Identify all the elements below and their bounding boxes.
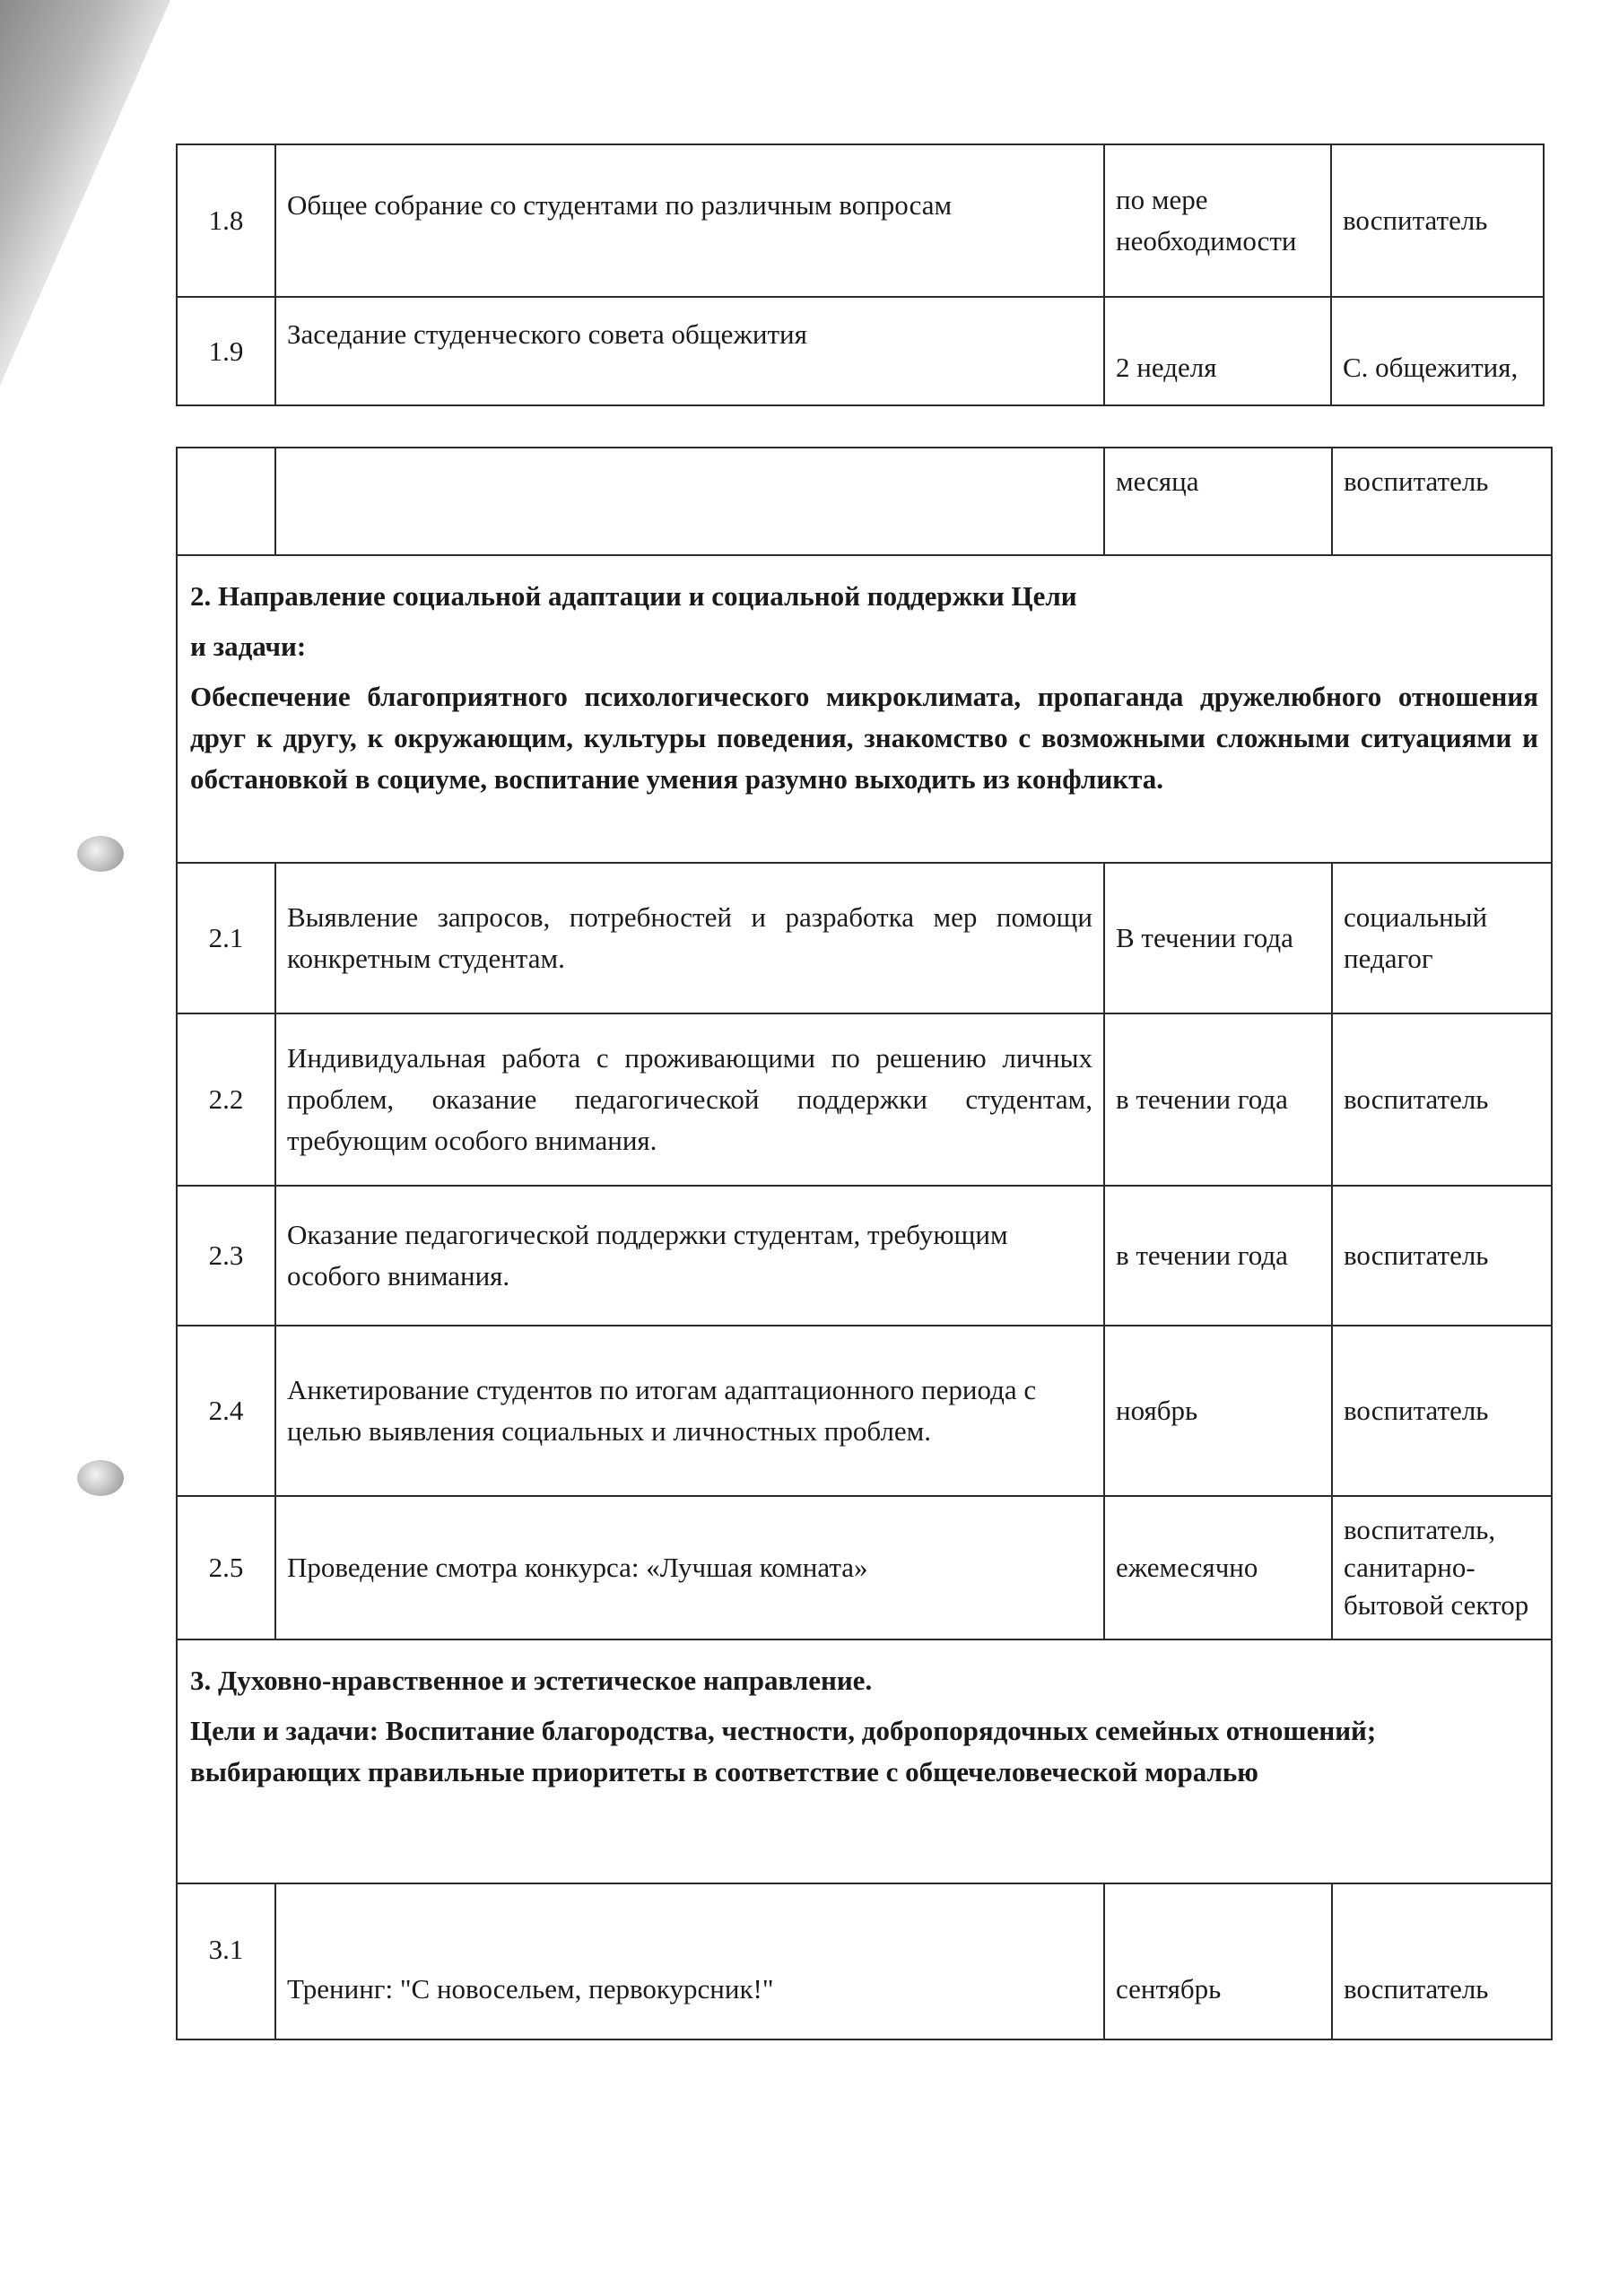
punch-hole: [77, 836, 124, 872]
section-title: 2. Направление социальной адаптации и социальной поддержки Цели: [190, 580, 1077, 612]
row-number: 3.1: [177, 1883, 275, 2039]
responsible-cell: С. общежития,: [1331, 297, 1544, 405]
responsible-cell: воспитатель: [1331, 144, 1544, 297]
table-row: [177, 1883, 1552, 2039]
row-number: 2.2: [177, 1013, 275, 1186]
section-title: 3. Духовно-нравственное и эстетическое направление.: [190, 1665, 873, 1696]
date-cell: ежемесячно: [1104, 1496, 1332, 1639]
section-row: [177, 1639, 1552, 1883]
table-row: [177, 1496, 1552, 1639]
event-cell: Оказание педагогической поддержки студентам, требующим особого внимания.: [275, 1186, 1104, 1326]
event-cell: Проведение смотра конкурса: «Лучшая комната»: [275, 1496, 1104, 1639]
date-cell: сентябрь: [1104, 1883, 1332, 2039]
table-row: [177, 863, 1552, 1013]
section-goals: Обеспечение благоприятного психологического микроклимата, пропаганда дружелюбного отношения друг к другу, к окружающим, культуры поведения, знакомство с возможными сложными ситуациями и обстановкой в социуме, воспитание умения разумно выходить из конфликта.: [190, 681, 1538, 795]
table-row: [177, 1326, 1552, 1496]
section-2-header: [177, 555, 1552, 863]
date-cell: в течении года: [1104, 1186, 1332, 1326]
table-row: [177, 1013, 1552, 1186]
empty-cell: [177, 448, 275, 555]
responsible-cell: воспитатель: [1332, 1326, 1552, 1496]
section-3-header: [177, 1639, 1552, 1883]
row-number: 2.1: [177, 863, 275, 1013]
section-row: [177, 555, 1552, 863]
date-cell: месяца: [1104, 448, 1332, 555]
row-number: 1.9: [177, 297, 275, 405]
responsible-cell: воспитатель: [1332, 1186, 1552, 1326]
row-number: 2.5: [177, 1496, 275, 1639]
event-cell: Анкетирование студентов по итогам адаптационного периода с целью выявления социальных и личностных проблем.: [275, 1326, 1104, 1496]
scan-shadow: [0, 0, 170, 386]
table-row: [177, 144, 1544, 297]
date-cell: в течении года: [1104, 1013, 1332, 1186]
event-cell: Индивидуальная работа с проживающими по решению личных проблем, оказание педагогической поддержки студентам, требующим особого внимания.: [275, 1013, 1104, 1186]
empty-cell: [275, 448, 1104, 555]
table-row: [177, 297, 1544, 405]
date-cell: по мере необходимости: [1104, 144, 1331, 297]
responsible-cell: социальный педагог: [1332, 863, 1552, 1013]
responsible-cell: воспитатель, санитарно-бытовой сектор: [1332, 1496, 1552, 1639]
date-cell: 2 неделя: [1104, 297, 1331, 405]
section-subtitle: и задачи:: [190, 631, 307, 662]
responsible-cell: воспитатель: [1332, 1883, 1552, 2039]
punch-hole: [77, 1460, 124, 1496]
plan-table-main: [176, 447, 1553, 2040]
responsible-cell: воспитатель: [1332, 1013, 1552, 1186]
event-cell: Общее собрание со студентами по различным вопросам: [275, 144, 1104, 297]
table-row: [177, 448, 1552, 555]
event-cell: Выявление запросов, потребностей и разработка мер помощи конкретным студентам.: [275, 863, 1104, 1013]
responsible-cell: воспитатель: [1332, 448, 1552, 555]
event-cell: Тренинг: "С новосельем, первокурсник!": [275, 1883, 1104, 2039]
row-number: 1.8: [177, 144, 275, 297]
event-cell: Заседание студенческого совета общежития: [275, 297, 1104, 405]
date-cell: В течении года: [1104, 863, 1332, 1013]
row-number: 2.3: [177, 1186, 275, 1326]
table-row: [177, 1186, 1552, 1326]
plan-table-top: [176, 144, 1545, 406]
row-number: 2.4: [177, 1326, 275, 1496]
date-cell: ноябрь: [1104, 1326, 1332, 1496]
section-goals: Цели и задачи: Воспитание благородства, честности, добропорядочных семейных отношений; выбирающих правильные приоритеты в соответствие с общечеловеческой моралью: [190, 1715, 1377, 1787]
